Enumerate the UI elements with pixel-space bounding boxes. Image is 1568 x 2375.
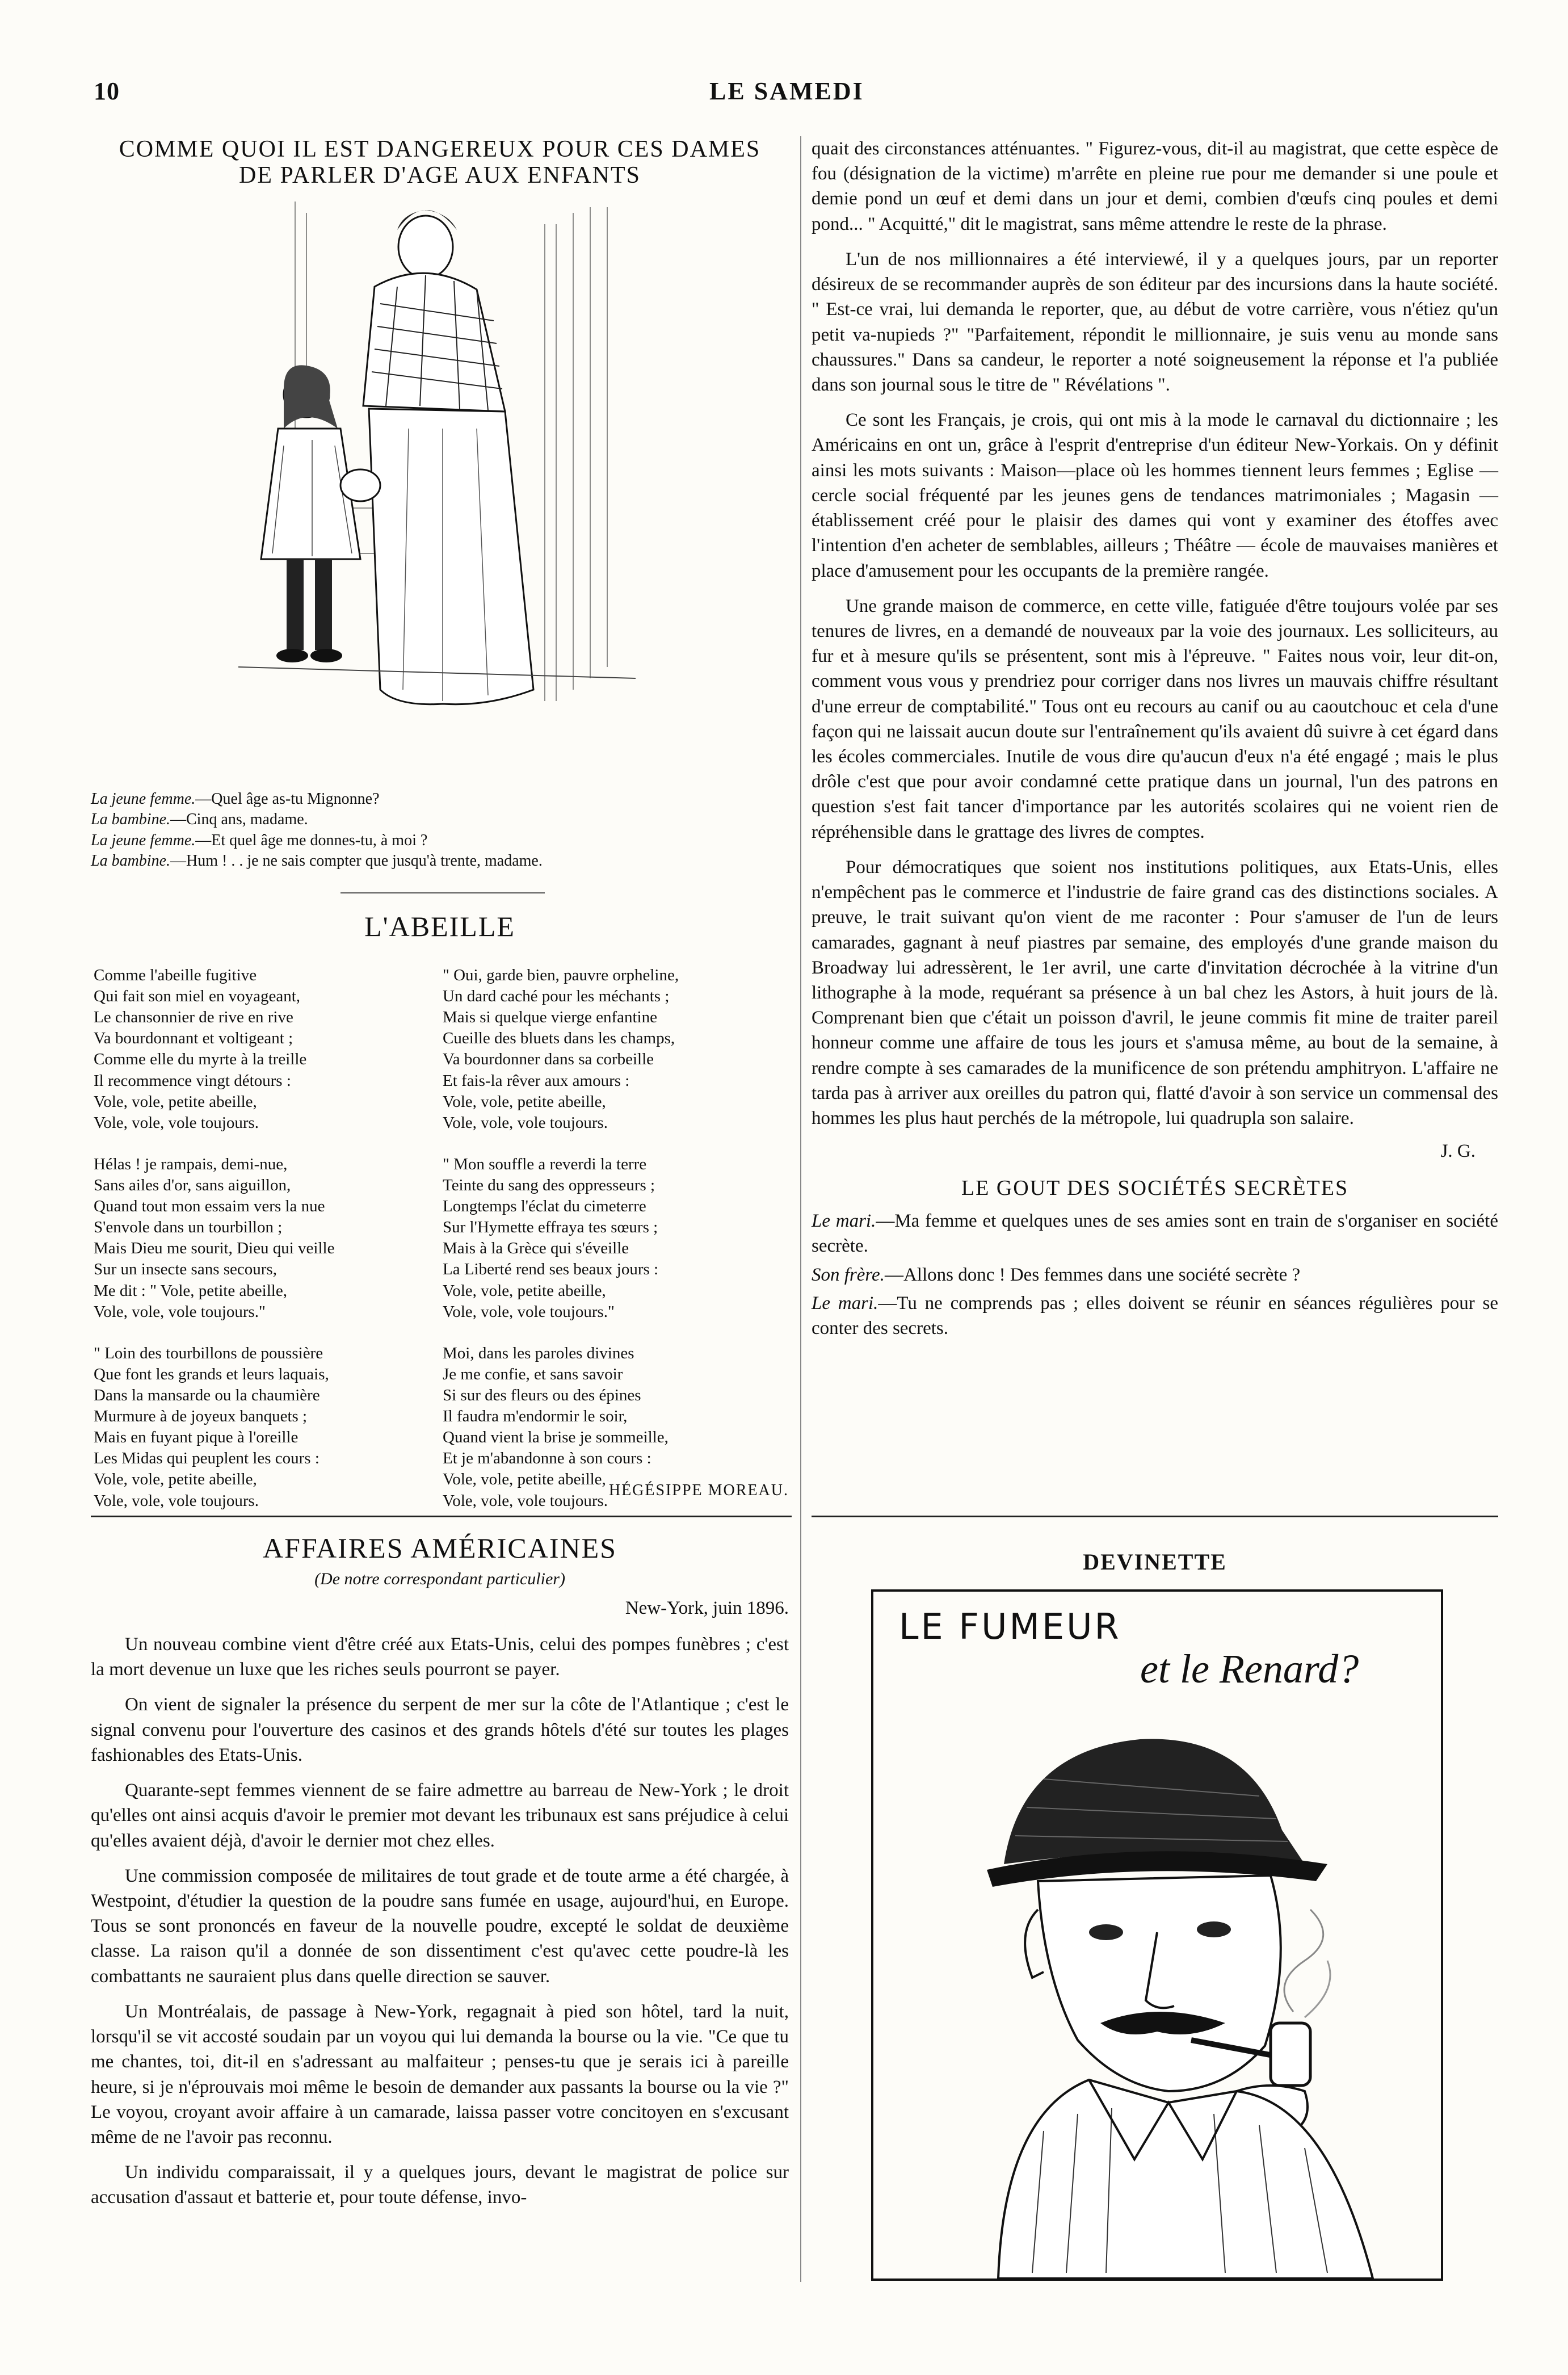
article-paragraph: Ce sont les Français, je crois, qui ont mis à la mode le carnaval du dictionnaire ; les Américains en ont un, grâce à l'esprit d'entreprise d'un éditeur New-Yorkais. On y définit ainsi les mots suivants : Maison—place où les hommes tiennent leurs femmes ; Eglise —cercle social fréquenté par les jeunes gens de tendances matrimoniales ; Magasin —établissement créé pour le plaisir des dames qui vont y examiner des étoffes avec l'intention d'en acheter de semblables, ailleurs ; Théâtre — école de mauvaises manières et place d'amusement pour les occupants de la première rangée.	[812, 410, 1498, 581]
cartoon-title-line2: DE PARLER D'AGE AUX ENFANTS	[239, 162, 641, 189]
speaker: La jeune femme.	[91, 790, 196, 808]
devinette-caption-line2: et le Renard?	[1140, 1646, 1359, 1692]
speaker: Son frère.	[812, 1264, 885, 1285]
article-paragraph: L'un de nos millionnaires a été interviewé, il y a quelques jours, par un reporter désireux de se recommander auprès de son éditeur par des incursions dans la haute société. " Est-ce vrai, lui demanda le reporter, que, au début de votre carrière, vous n'étiez qu'un petit va-nupieds ?" "Parfaitement, répondit le millionnaire, je suis venu au monde sans chaussures." Dans sa candeur, le reporter a noté soigneusement la réponse et l'a publiée dans son journal sous le titre de " Révélations ".	[812, 249, 1498, 395]
divider	[812, 1516, 1498, 1517]
devinette-frame	[871, 1589, 1443, 2281]
poem-right-column	[443, 965, 794, 1532]
dialogue-text: —Cinq ans, madame.	[170, 811, 308, 829]
poem-stanza: " Mon souffle a reverdi la terre Teinte du sang des oppresseurs ; Longtemps l'éclat du cimeterre Sur l'Hymette effraya tes sœurs ; Mais à la Grèce qui s'éveille La Liberté rend ses beaux jours : Vole, vole, petite abeille, Vole, vole, vole toujours."	[443, 1155, 659, 1321]
speaker: La bambine.	[91, 852, 170, 870]
right-column-body	[812, 136, 1498, 1341]
divider	[91, 1516, 792, 1517]
dialogue-text: —Quel âge as-tu Mignonne?	[195, 790, 380, 808]
article-paragraph: Une grande maison de commerce, en cette ville, fatiguée d'être toujours volée par ses tenures de livres, en a demandé de nouveaux par la voie des journaux. Les solliciteurs, au fur et à mesure qu'ils se présentent, sont mis à l'épreuve. " Faites nous voir, leur dit-on, comment vous vous y prendriez pour corriger dans nos livres un mauvais chiffre résultant d'une erreur de comptabilité." Tous ont eu recours au canif ou au caoutchouc et cela d'une façon qui ne laissait aucun doute sur l'entraînement qu'ils avaient dû suivre à cet égard dans les écoles commerciales. Inutile de vous dire qu'aucun d'eux n'a été engagé ; mais le plus drôle c'est que pour avoir condamné cette pratique dans un journal, l'un des patrons en question s'est fait tancer d'importance par les autorités scolaires qui ne voient rien de répréhensible dans le grattage des livres de comptes.	[812, 595, 1498, 842]
article-paragraph: Quarante-sept femmes viennent de se faire admettre au barreau de New-York ; le droit qu'elles ont ainsi acquis d'avoir le premier mot devant les tribunaux est sans préjudice à celui qu'elles avaient déjà, d'avoir le dernier mot chez elles.	[91, 1780, 789, 1851]
dialogue-line	[91, 830, 789, 851]
devinette-caption-line1: LE FUMEUR	[899, 1606, 1121, 1647]
column-divider	[800, 136, 801, 2282]
affaires-subtitle: (De notre correspondant particulier)	[314, 1570, 565, 1588]
cartoon-dialogue	[91, 789, 789, 872]
affaires-dateline: New-York, juin 1896.	[625, 1598, 789, 1618]
dialogue-line	[91, 851, 789, 871]
devinette-title: DEVINETTE	[1083, 1549, 1227, 1575]
speaker: La bambine.	[91, 811, 170, 829]
cartoon-illustration	[238, 190, 636, 758]
gout-text: —Ma femme et quelques unes de ses amies sont en train de s'organiser en société secrète.	[812, 1211, 1498, 1257]
divider	[340, 892, 545, 893]
article-paragraph: quait des circonstances atténuantes. " Figurez-vous, dit-il au magistrat, que cette espèce de fou (désignation de la victime) m'arrête en pleine rue pour me demander si une poule et demie pond un œuf et demi dans un jour et demi, combien d'œufs cinq poules et demi pond... " Acquitté," dit le magistrat, sans même attendre le reste de la phrase.	[812, 139, 1498, 234]
poem-stanza: Moi, dans les paroles divines Je me confie, et sans savoir Si sur des fleurs ou des épines Il faudra m'endormir le soir, Quand vient la brise je sommeille, Et je m'abandonne à son cours : Vole, vole, petite abeille, Vole, vole, vole toujours.	[443, 1344, 669, 1510]
gout-line	[812, 1209, 1498, 1258]
gout-text: —Allons donc ! Des femmes dans une société secrète ?	[884, 1264, 1301, 1285]
girl-figure	[261, 365, 380, 662]
article-paragraph: Pour démocratiques que soient nos institutions politiques, aux Etats-Unis, elles n'empêchent pas le commerce et l'industrie de faire grand cas des distinctions sociales. A preuve, le trait suivant qu'on vient de me raconter : Pour s'amuser de l'un de leurs camarades, gagnant à neuf piastres par semaine, des employés d'une grande maison du Broadway lui adressèrent, le 1er avril, une carte d'invitation décrochée à la vitrine d'un lithographe à la mode, requérant sa présence à un bal chez les Astors, à huit jours de là. Comprenant bien que c'était un poisson d'avril, le jeune commis fit mine de traiter pareil honneur comme une affaire de tous les jours et s'amusa même, au bout de la semaine, à rendre compte à ses camarades de la munificence de son prétendu amphitryon. L'affaire ne tarda pas à arriver aux oreilles du patron qui, flatté d'avoir à son service un commensal des hommes les plus haut perchés de la métropole, lui quadrupla son salaire.	[812, 857, 1498, 1129]
journal-title: LE SAMEDI	[709, 77, 864, 105]
page-number: 10	[94, 77, 120, 105]
article-paragraph: Un individu comparaissait, il y a quelques jours, devant le magistrat de police sur accusation d'assaut et batterie et, pour toute défense, invo-	[91, 2162, 789, 2208]
poem-stanza: " Loin des tourbillons de poussière Que font les grands et leurs laquais, Dans la mansarde ou la chaumière Murmure à de joyeux banquets ; Mais en fuyant pique à l'oreille Les Midas qui peuplent les cours : Vole, vole, petite abeille, Vole, vole, vole toujours.	[94, 1344, 329, 1510]
affaires-title: AFFAIRES AMÉRICAINES	[263, 1532, 617, 1564]
gout-text: —Tu ne comprends pas ; elles doivent se réunir en séances régulières pour se conter des secrets.	[812, 1293, 1498, 1338]
article-paragraph: Un Montréalais, de passage à New-York, regagnait à pied son hôtel, tard la nuit, lorsqu'il se vit accosté soudain par un voyou qui lui demanda la bourse ou la vie. "Ce que tu me chantes, toi, dit-il en s'adressant au malfaiteur ; penses-tu que je serais ici à pareille heure, si je n'éprouvais moi même le besoin de demander aux passants la bourse ou la vie ?" Le voyou, croyant avoir affaire à un camarade, laissa passer votre concitoyen en s'excusant même de ne l'avoir pas reconnu.	[91, 2001, 789, 2147]
poem-stanza: Comme l'abeille fugitive Qui fait son miel en voyageant, Le chansonnier de rive en rive Va bourdonnant et voltigeant ; Comme elle du myrte à la treille Il recommence vingt détours : Vole, vole, petite abeille, Vole, vole, vole toujours.	[94, 966, 307, 1132]
signature: J. G.	[1440, 1141, 1475, 1162]
cartoon-title-line1: COMME QUOI IL EST DANGEREUX POUR CES DAMES	[119, 136, 761, 162]
poem-left-column	[94, 965, 434, 1532]
poem-stanza: " Oui, garde bien, pauvre orpheline, Un dard caché pour les méchants ; Mais si quelque vierge enfantine Cueille des bluets dans les champs, Va bourdonner dans sa corbeille Et fais-la rêver aux amours : Vole, vole, petite abeille, Vole, vole, vole toujours.	[443, 966, 679, 1132]
gout-line	[812, 1291, 1498, 1341]
woman-figure	[363, 210, 533, 704]
article-paragraph: Un nouveau combine vient d'être créé aux Etats-Unis, celui des pompes funèbres ; c'est la mort devenue un luxe que les riches seuls pourront se payer.	[91, 1634, 789, 1680]
poem-stanza: Hélas ! je rampais, demi-nue, Sans ailes d'or, sans aiguillon, Quand tout mon essaim vers la nue S'envole dans un tourbillon ; Mais Dieu me sourit, Dieu qui veille Sur un insecte sans secours, Me dit : " Vole, petite abeille, Vole, vole, vole toujours."	[94, 1155, 335, 1321]
poem-author: HÉGÉSIPPE MOREAU.	[608, 1482, 789, 1499]
affaires-body	[91, 1632, 789, 2221]
smoker-illustration	[873, 1592, 1441, 2279]
dialogue-text: —Et quel âge me donnes-tu, à moi ?	[195, 831, 428, 849]
gout-line	[812, 1262, 1498, 1287]
dialogue-line	[91, 789, 789, 809]
article-paragraph: Une commission composée de militaires de tout grade et de toute arme a été chargée, à Westpoint, d'étudier la question de la poudre sans fumée en usage, aujourd'hui, en Europe. Tous se sont prononcés en faveur de la nouvelle poudre, excepté le soldat de deuxième classe. La raison qu'il a donnée de son dissentiment c'est qu'avec cette poudre-là les combattants ne sauraient plus dans quelle direction se sauver.	[91, 1865, 789, 1987]
speaker: Le mari.	[812, 1211, 876, 1232]
dialogue-text: —Hum ! . . je ne sais compter que jusqu'à trente, madame.	[170, 852, 543, 870]
speaker: Le mari.	[812, 1293, 878, 1314]
gout-title: LE GOUT DES SOCIÉTÉS SECRÈTES	[961, 1176, 1349, 1201]
speaker: La jeune femme.	[91, 831, 196, 849]
dialogue-line	[91, 809, 789, 830]
poem-title: L'ABEILLE	[364, 910, 515, 942]
cartoon-title	[91, 136, 789, 188]
article-paragraph: On vient de signaler la présence du serpent de mer sur la côte de l'Atlantique ; c'est le signal convenu pour l'ouverture des casinos et des grands hôtels d'été sur toutes les plages fashionables des Etats-Unis.	[91, 1694, 789, 1765]
